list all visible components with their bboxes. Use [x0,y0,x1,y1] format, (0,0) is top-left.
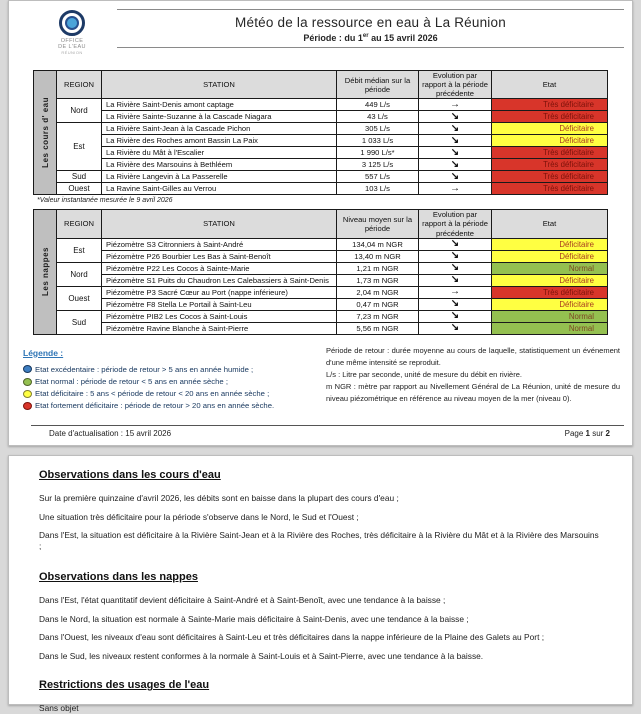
table-row [34,298,608,310]
trend-arrow-icon: ↘ [419,135,492,147]
status-cell: Très déficitaire [492,147,608,159]
page-1 [8,0,633,446]
col-header-etat: Etat [492,210,608,238]
table-row [34,322,608,334]
definition-periode-retour: Période de retour : durée moyenne au cours de laquelle, statistiquement un événement d'une même intensité se reproduit. [326,345,620,367]
col-header-station: STATION [102,71,337,99]
status-dot-yellow-icon [23,390,32,398]
table-footnote: *Valeur instantanée mesurée le 9 avril 2026 [37,197,173,205]
trend-arrow-icon: → [419,99,492,111]
value-cell: 5,56 m NGR [337,322,419,334]
station-cell: La Rivière Saint-Denis amont captage [102,99,337,111]
region-cell: Est [57,238,102,262]
observation-paragraph: Dans l'Est, l'état quantitatif devient déficitaire à Saint-André et à Saint-Benoît, avec une tendance à la baisse ; [39,595,446,605]
status-cell: Très déficitaire [492,111,608,123]
value-cell: 0,47 m NGR [337,298,419,310]
table-side-label: Les cours d' eau [34,71,57,195]
table-row [34,135,608,147]
status-cell: Normal [492,262,608,274]
station-cell: Piézomètre Ravine Blanche à Saint-Pierre [102,322,337,334]
definitions-block [314,343,632,414]
trend-arrow-icon: ↘ [419,322,492,334]
table-side-label: Les nappes [34,210,57,334]
region-cell: Ouest [57,183,102,195]
observation-paragraph: Dans le Nord, la situation est normale à Sainte-Marie mais déficitaire à Saint-Denis, avec une tendance à la baisse ; [39,613,469,624]
station-cell: La Rivière des Roches amont Bassin La Paix [102,135,337,147]
legend [9,343,314,414]
restrictions-paragraph: Sans objet [39,703,79,713]
legend-title-link[interactable]: Légende : [23,347,64,358]
station-cell: Piézomètre P3 Sacré Cœur au Port (nappe inférieure) [102,286,337,298]
section-heading-restrictions: Restrictions des usages de l'eau [39,679,210,691]
col-header-region: REGION [57,210,102,238]
status-cell: Très déficitaire [492,286,608,298]
value-cell: 103 L/s [337,183,419,195]
groundwater-table [33,209,608,334]
water-drop-logo-icon [59,10,85,36]
page-footer [31,425,624,438]
station-cell: La Ravine Saint-Gilles au Verrou [102,183,337,195]
table-row [34,286,608,298]
status-cell: Normal [492,310,608,322]
status-cell: Déficitaire [492,274,608,286]
definition-ls: L/s : Litre par seconde, unité de mesure du débit en rivière. [326,369,522,379]
status-dot-green-icon [23,378,32,386]
trend-arrow-icon: ↘ [419,123,492,135]
value-cell: 134,04 m NGR [337,238,419,250]
station-cell: Piézomètre P22 Les Cocos à Sainte-Marie [102,262,337,274]
table-row [34,159,608,171]
observation-paragraph: Dans l'Est, la situation est déficitaire à la Rivière Saint-Jean et à la Rivière des Roches, très déficitaire à la Rivière du Mât et à la Rivière des Marsouins ; [39,530,599,551]
status-cell: Très déficitaire [492,99,608,111]
value-cell: 2,04 m NGR [337,286,419,298]
value-cell: 1 990 L/s* [337,147,419,159]
status-cell: Déficitaire [492,298,608,310]
table-row [34,111,608,123]
station-cell: Piézomètre S3 Citronniers à Saint-André [102,238,337,250]
document-title: Météo de la ressource en eau à La Réunion [235,15,506,30]
page-number: Page 1 sur 2 [564,429,610,438]
observation-paragraph: Une situation très déficitaire pour la période s'observe dans le Nord, le Sud et l'Ouest ; [39,511,359,522]
status-cell: Déficitaire [492,250,608,262]
observation-paragraph: Sur la première quinzaine d'avril 2026, les débits sont en baisse dans la plupart des cours d'eau ; [39,493,399,503]
table-row [34,274,608,286]
col-header-region: REGION [57,71,102,99]
status-cell: Très déficitaire [492,171,608,183]
update-date: Date d'actualisation : 15 avril 2026 [49,429,172,438]
trend-arrow-icon: ↘ [419,159,492,171]
col-header-niveau: Niveau moyen sur la période [337,210,419,238]
status-cell: Très déficitaire [492,183,608,195]
status-cell: Déficitaire [492,123,608,135]
table-row [34,171,608,183]
trend-arrow-icon: → [419,183,492,195]
trend-arrow-icon: ↘ [419,262,492,274]
table-row [34,250,608,262]
observation-paragraph: Dans le Sud, les niveaux restent conformes à la normale à Saint-Louis et à Saint-Pierre, avec une tendance à la baisse. [39,650,484,661]
section-heading-cours-eau: Observations dans les cours d'eau [39,469,221,481]
station-cell: La Rivière Sainte-Suzanne à la Cascade Niagara [102,111,337,123]
observation-paragraph: Dans l'Ouest, les niveaux d'eau sont déficitaires à Saint-Leu et très déficitaires dans la nappe inférieure de la Plaine des Galets au Port ; [39,632,545,642]
definition-mngr: m NGR : mètre par rapport au Nivellement Général de La Réunion, unité de mesure du niveau piézométrique en référence au niveau moyen de la mer (niveau 0). [326,381,620,403]
document-header [9,1,632,59]
legend-item: Etat déficitaire : 5 ans < période de retour < 20 ans en année sèche ; [23,389,314,398]
section-heading-nappes: Observations dans les nappes [39,571,198,583]
value-cell: 305 L/s [337,123,419,135]
station-cell: Piézomètre P26 Bourbier Les Bas à Saint-Benoît [102,250,337,262]
station-cell: Piézomètre F8 Stella Le Portail à Saint-Leu [102,298,337,310]
value-cell: 7,23 m NGR [337,310,419,322]
col-header-debit: Débit médian sur la période [337,71,419,99]
table-row [34,99,608,111]
region-cell: Nord [57,262,102,286]
value-cell: 13,40 m NGR [337,250,419,262]
status-cell: Déficitaire [492,135,608,147]
station-cell: La Rivière des Marsouins à Bethléem [102,159,337,171]
table-row [34,183,608,195]
page-2 [8,455,633,713]
table-row [34,262,608,274]
value-cell: 3 125 L/s [337,159,419,171]
station-cell: La Rivière du Mât à l'Escalier [102,147,337,159]
legend-definitions-row [9,343,632,414]
rivers-table [33,70,608,195]
col-header-station: STATION [102,210,337,238]
col-header-evolution: Evolution par rapport à la période précédente [419,71,492,99]
region-cell: Nord [57,99,102,123]
status-cell: Déficitaire [492,238,608,250]
region-cell: Ouest [57,286,102,310]
office-eau-logo [27,7,117,55]
legend-item: Etat fortement déficitaire : période de retour > 20 ans en année sèche. [23,401,314,410]
value-cell: 1,21 m NGR [337,262,419,274]
table-row [34,147,608,159]
logo-text: OFFICE DE L'EAU RÉUNION [58,38,86,55]
legend-item: Etat normal : période de retour < 5 ans en année sèche ; [23,377,314,386]
value-cell: 1,73 m NGR [337,274,419,286]
title-block [117,9,624,48]
region-cell: Est [57,123,102,171]
value-cell: 1 033 L/s [337,135,419,147]
trend-arrow-icon: ↘ [419,171,492,183]
table-row [34,310,608,322]
value-cell: 449 L/s [337,99,419,111]
status-cell: Très déficitaire [492,159,608,171]
trend-arrow-icon: ↘ [419,250,492,262]
status-dot-blue-icon [23,365,32,373]
status-cell: Normal [492,322,608,334]
table-row [34,123,608,135]
trend-arrow-icon: ↘ [419,111,492,123]
station-cell: Piézomètre S1 Puits du Chaudron Les Calebassiers à Saint-Denis [102,274,337,286]
trend-arrow-icon: ↘ [419,298,492,310]
trend-arrow-icon: ↘ [419,274,492,286]
station-cell: Piézomètre PIB2 Les Cocos à Saint-Louis [102,310,337,322]
region-cell: Sud [57,310,102,334]
trend-arrow-icon: ↘ [419,147,492,159]
station-cell: La Rivière Langevin à La Passerelle [102,171,337,183]
region-cell: Sud [57,171,102,183]
col-header-evolution: Evolution par rapport à la période précédente [419,210,492,238]
trend-arrow-icon: ↘ [419,310,492,322]
trend-arrow-icon: ↘ [419,238,492,250]
value-cell: 43 L/s [337,111,419,123]
value-cell: 557 L/s [337,171,419,183]
col-header-etat: Etat [492,71,608,99]
table-row [34,238,608,250]
status-dot-red-icon [23,402,32,410]
document-period: Période : du 1er au 15 avril 2026 [303,33,438,43]
legend-item: Etat excédentaire : période de retour > 5 ans en année humide ; [23,365,314,374]
station-cell: La Rivière Saint-Jean à la Cascade Pichon [102,123,337,135]
trend-arrow-icon: → [419,286,492,298]
